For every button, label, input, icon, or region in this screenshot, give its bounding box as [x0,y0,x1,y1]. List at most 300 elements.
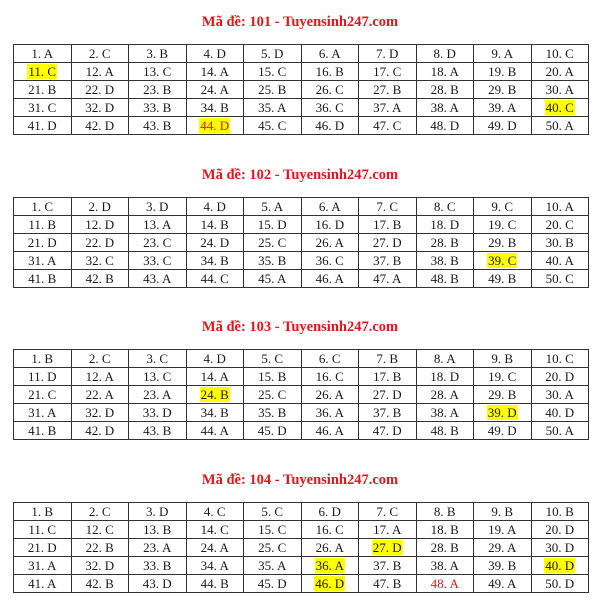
answer-text: 23. A [143,386,172,402]
answer-cell [186,557,244,575]
answer-text: 37. A [373,99,402,115]
answer-text: 12. A [85,63,114,79]
answer-cell [474,81,532,99]
answer-key-table [13,502,589,593]
answer-row [14,368,589,386]
answer-text: 15. C [258,521,287,537]
answer-text: 12. C [85,521,114,537]
answer-cell [129,117,187,135]
answer-cell [14,350,72,368]
answer-cell [244,503,302,521]
answer-row [14,252,589,270]
answer-text: 19. C [488,368,517,384]
answer-text: 36. C [315,252,344,268]
exam-code-title: Mã đề: 101 - Tuyensinh247.com [201,14,399,30]
answer-cell [474,252,532,270]
answer-text: 44. A [200,422,229,438]
answer-cell [416,575,474,593]
answer-cell [474,45,532,63]
answer-text: 42. B [85,270,114,286]
answer-text: 34. B [200,252,229,268]
answer-text: 39. C [488,252,517,268]
answer-row [14,198,589,216]
answer-cell [301,557,359,575]
answer-text: 48. B [430,422,459,438]
answer-cell [359,99,417,117]
answer-cell [129,539,187,557]
answer-text: 27. D [372,234,402,250]
answer-text: 13. B [143,521,172,537]
answer-cell [359,503,417,521]
answer-text: 26. A [315,234,344,250]
answer-cell [244,368,302,386]
answer-text: 40. D [545,557,575,573]
answer-row [14,503,589,521]
answer-cell [129,81,187,99]
answer-text: 3. D [146,198,169,214]
answer-text: 15. C [258,63,287,79]
answer-cell [244,234,302,252]
answer-text: 26. C [315,81,344,97]
answer-text: 39. B [488,557,517,573]
answer-text: 10. C [545,45,574,61]
answer-cell [186,404,244,422]
answer-text: 20. D [545,368,575,384]
answer-cell [14,386,72,404]
answer-cell [301,99,359,117]
answer-text: 49. A [488,575,517,591]
answer-text: 36. C [315,99,344,115]
answer-cell [531,503,589,521]
answer-cell [531,252,589,270]
answer-cell [474,503,532,521]
answer-cell [301,252,359,270]
answer-cell [416,252,474,270]
answer-text: 17. C [373,63,402,79]
answer-text: 13. C [143,63,172,79]
answer-text: 21. D [27,539,57,555]
answer-text: 44. B [200,575,229,591]
answer-text: 14. A [200,368,229,384]
answer-cell [129,404,187,422]
answer-cell [129,45,187,63]
answer-text: 22. D [85,81,115,97]
answer-text: 21. C [28,386,57,402]
answer-text: 2. C [88,45,111,61]
answer-cell [359,575,417,593]
answer-cell [531,63,589,81]
answer-text: 36. A [315,404,344,420]
answer-text: 40. C [545,99,574,115]
answer-text: 38. A [430,404,459,420]
answer-text: 14. C [200,521,229,537]
answer-text: 35. B [258,252,287,268]
answer-cell [359,81,417,99]
answer-row [14,63,589,81]
answer-cell [244,350,302,368]
answer-cell [186,539,244,557]
answer-cell [244,575,302,593]
answer-text: 46. A [315,270,344,286]
answer-cell [416,216,474,234]
answer-cell [301,503,359,521]
answer-cell [301,81,359,99]
answer-cell [416,81,474,99]
answer-text: 9. B [491,350,514,366]
answer-cell [129,368,187,386]
answer-text: 17. B [373,368,402,384]
answer-text: 6. D [318,503,341,519]
answer-text: 10. C [545,350,574,366]
answer-cell [301,198,359,216]
answer-cell [14,198,72,216]
answer-cell [186,503,244,521]
answer-row [14,45,589,63]
answer-text: 31. A [28,252,57,268]
answer-cell [71,368,129,386]
answer-cell [301,350,359,368]
answer-text: 1. C [31,198,54,214]
answer-text: 49. D [487,117,517,133]
answer-cell [129,216,187,234]
answer-text: 30. A [545,81,574,97]
answer-cell [186,117,244,135]
answer-text: 50. A [545,117,574,133]
answer-cell [531,270,589,288]
answer-cell [416,198,474,216]
answer-text: 50. C [545,270,574,286]
answer-cell [416,503,474,521]
answer-cell [71,503,129,521]
answer-cell [244,99,302,117]
answer-cell [14,252,72,270]
answer-text: 3. D [146,503,169,519]
answer-text: 1. B [31,503,54,519]
answer-text: 30. D [545,539,575,555]
answer-cell [186,234,244,252]
answer-text: 6. A [318,45,341,61]
answer-cell [531,216,589,234]
answer-cell [531,539,589,557]
answer-text: 19. C [488,216,517,232]
answer-text: 47. D [372,422,402,438]
answer-cell [186,63,244,81]
answer-text: 12. A [85,368,114,384]
answer-text: 25. C [258,386,287,402]
answer-text: 12. D [85,216,115,232]
answer-text: 34. A [200,557,229,573]
answer-cell [71,252,129,270]
answer-cell [244,270,302,288]
answer-text: 25. C [258,539,287,555]
answer-text: 5. A [261,198,284,214]
answer-cell [71,386,129,404]
answer-text: 25. B [258,81,287,97]
answer-row [14,117,589,135]
answer-cell [416,350,474,368]
answer-text: 45. A [258,270,287,286]
answer-text: 4. D [203,198,226,214]
answer-text: 32. D [85,557,115,573]
answer-cell [474,521,532,539]
answer-text: 43. B [143,422,172,438]
answer-cell [531,198,589,216]
answer-cell [474,386,532,404]
answer-cell [186,252,244,270]
answer-text: 38. B [430,252,459,268]
answer-cell [301,575,359,593]
answer-text: 7. D [376,45,399,61]
answer-text: 47. C [373,117,402,133]
answer-text: 42. B [85,575,114,591]
answer-text: 18. B [430,521,459,537]
answer-text: 10. A [545,198,574,214]
answer-cell [416,63,474,81]
answer-cell [14,63,72,81]
exam-code-title: Mã đề: 104 - Tuyensinh247.com [201,472,399,488]
answer-text: 5. C [261,350,284,366]
answer-cell [186,575,244,593]
answer-text: 10. B [545,503,574,519]
answer-cell [71,350,129,368]
answer-text: 43. B [143,117,172,133]
answer-cell [301,45,359,63]
answer-cell [301,234,359,252]
answer-row [14,521,589,539]
answer-text: 20. A [545,63,574,79]
answer-cell [359,368,417,386]
answer-text: 32. C [85,252,114,268]
answer-row [14,350,589,368]
answer-cell [416,386,474,404]
answer-text: 3. C [146,350,169,366]
answer-text: 23. B [143,81,172,97]
answer-cell [474,99,532,117]
answer-text: 48. A [430,575,459,591]
answer-cell [71,575,129,593]
answer-text: 8. B [433,503,456,519]
answer-text: 26. A [315,539,344,555]
answer-cell [416,234,474,252]
answer-text: 31. A [28,557,57,573]
answer-text: 31. A [28,404,57,420]
answer-text: 25. C [258,234,287,250]
answer-cell [186,521,244,539]
answer-cell [14,539,72,557]
answer-cell [71,99,129,117]
answer-cell [531,99,589,117]
answer-text: 4. D [203,350,226,366]
answer-cell [416,117,474,135]
answer-text: 27. B [373,81,402,97]
answer-text: 27. D [372,539,402,555]
answer-cell [359,252,417,270]
answer-text: 37. B [373,404,402,420]
answer-text: 2. C [88,503,111,519]
answer-text: 21. D [27,234,57,250]
answer-cell [14,99,72,117]
answer-cell [129,99,187,117]
answer-cell [531,117,589,135]
answer-text: 39. D [487,404,517,420]
answer-text: 37. B [373,557,402,573]
answer-cell [301,422,359,440]
answer-cell [301,539,359,557]
answer-cell [531,404,589,422]
answer-cell [186,368,244,386]
answer-cell [186,350,244,368]
answer-text: 41. D [27,117,57,133]
answer-text: 28. B [430,81,459,97]
answer-cell [129,422,187,440]
answer-cell [129,63,187,81]
answer-text: 16. C [315,521,344,537]
answer-cell [186,386,244,404]
answer-cell [244,198,302,216]
answer-text: 1. B [31,350,54,366]
answer-text: 17. A [373,521,402,537]
answer-text: 31. C [28,99,57,115]
answer-cell [474,63,532,81]
answer-cell [14,503,72,521]
answer-cell [474,270,532,288]
answer-text: 36. A [315,557,344,573]
answer-text: 13. C [143,368,172,384]
answer-cell [14,521,72,539]
answer-text: 43. D [142,575,172,591]
answer-cell [129,252,187,270]
answer-cell [14,368,72,386]
answer-text: 24. A [200,81,229,97]
answer-row [14,99,589,117]
answer-cell [129,521,187,539]
answer-cell [71,63,129,81]
answer-cell [359,557,417,575]
answer-cell [531,422,589,440]
answer-cell [71,216,129,234]
answer-text: 39. A [488,99,517,115]
answer-cell [416,557,474,575]
answer-cell [14,575,72,593]
answer-text: 23. C [143,234,172,250]
answer-key-table [13,197,589,288]
answer-text: 19. B [488,63,517,79]
answer-cell [474,234,532,252]
answer-text: 22. A [85,386,114,402]
answer-row [14,404,589,422]
answer-cell [359,117,417,135]
answer-text: 8. C [433,198,456,214]
answer-cell [359,350,417,368]
answer-text: 41. A [28,575,57,591]
answer-text: 16. D [315,216,345,232]
answer-cell [416,45,474,63]
answer-text: 30. A [545,386,574,402]
answer-cell [474,557,532,575]
answer-cell [71,117,129,135]
answer-text: 29. B [488,386,517,402]
answer-cell [71,81,129,99]
answer-cell [531,234,589,252]
answer-text: 6. A [318,198,341,214]
answer-row [14,270,589,288]
answer-cell [531,81,589,99]
answer-cell [186,45,244,63]
answer-text: 5. D [261,45,284,61]
answer-text: 6. C [318,350,341,366]
answer-text: 33. B [143,99,172,115]
answer-cell [531,521,589,539]
answer-row [14,575,589,593]
answer-text: 15. D [257,216,287,232]
answer-text: 26. A [315,386,344,402]
answer-text: 33. D [142,404,172,420]
answer-text: 3. B [146,45,169,61]
answer-cell [474,216,532,234]
answer-cell [71,557,129,575]
answer-text: 33. B [143,557,172,573]
answer-text: 9. A [491,45,514,61]
answer-text: 30. B [545,234,574,250]
answer-text: 48. D [430,117,460,133]
answer-cell [244,422,302,440]
answer-cell [416,521,474,539]
answer-cell [14,117,72,135]
answer-row [14,81,589,99]
answer-text: 24. D [200,234,230,250]
answer-text: 7. B [376,350,399,366]
answer-cell [301,386,359,404]
answer-text: 29. A [488,539,517,555]
answer-text: 50. A [545,422,574,438]
answer-text: 16. C [315,368,344,384]
answer-text: 4. C [203,503,226,519]
answer-row [14,557,589,575]
answer-cell [129,386,187,404]
answer-text: 45. C [258,117,287,133]
answer-cell [359,422,417,440]
answer-text: 34. B [200,99,229,115]
answer-text: 8. D [433,45,456,61]
answer-cell [186,198,244,216]
answer-text: 7. C [376,503,399,519]
answer-text: 19. A [488,521,517,537]
answer-cell [359,234,417,252]
answer-text: 20. D [545,521,575,537]
answer-text: 35. A [258,99,287,115]
answer-text: 22. B [85,539,114,555]
answer-cell [186,216,244,234]
answer-cell [129,234,187,252]
answer-text: 28. B [430,539,459,555]
answer-cell [129,270,187,288]
answer-cell [14,270,72,288]
answer-text: 47. B [373,575,402,591]
answer-text: 45. D [257,575,287,591]
answer-text: 40. A [545,252,574,268]
answer-row [14,216,589,234]
answer-cell [244,81,302,99]
answer-text: 35. B [258,404,287,420]
answer-text: 11. C [28,63,57,79]
answer-text: 40. D [545,404,575,420]
answer-cell [531,45,589,63]
answer-cell [359,386,417,404]
answer-cell [474,117,532,135]
answer-text: 48. B [430,270,459,286]
answer-cell [244,521,302,539]
answer-cell [474,368,532,386]
